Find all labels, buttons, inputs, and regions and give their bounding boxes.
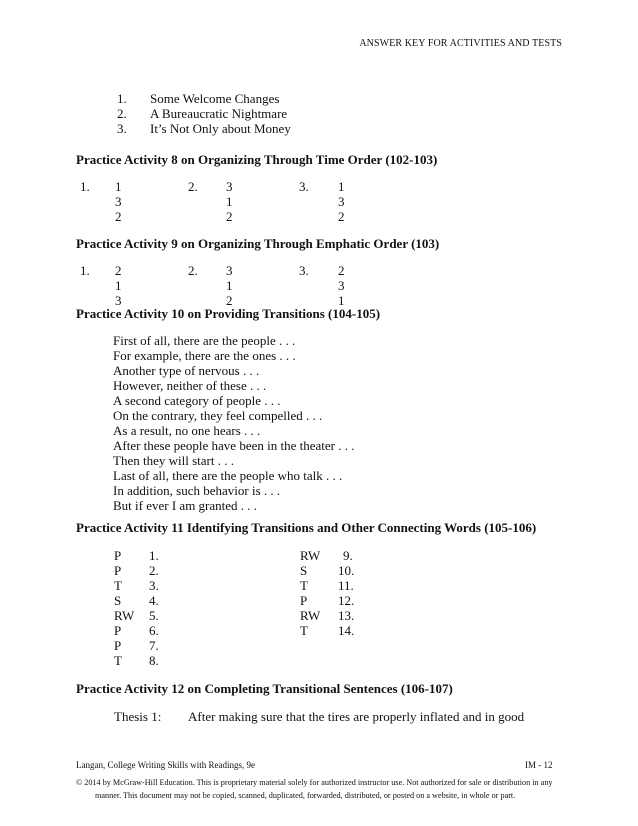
answer-value: 2 <box>226 209 233 224</box>
answer-number: 4. <box>149 593 159 608</box>
answer-code: S <box>114 593 122 608</box>
answer-value: 3 <box>226 263 233 278</box>
answer-value: 1 <box>115 278 122 293</box>
answer-value: 1 <box>338 293 345 308</box>
answer-code: P <box>300 593 308 608</box>
answer-value: 2 <box>338 263 345 278</box>
list-item-number: 3. <box>117 121 127 136</box>
thesis-text: After making sure that the tires are properly inflated and in good <box>188 709 525 724</box>
answer-number: 11. <box>338 578 354 593</box>
answer-number: 1. <box>149 548 159 563</box>
activity-11-heading: Practice Activity 11 Identifying Transitions and Other Connecting Words (105-106) <box>76 520 537 535</box>
list-item: It’s Not Only about Money <box>150 121 291 136</box>
answer-number: 9. <box>343 548 353 563</box>
activity-10-heading: Practice Activity 10 on Providing Transitions (104-105) <box>76 306 381 321</box>
activity-10-lines <box>113 333 354 513</box>
transition-line: As a result, no one hears . . . <box>113 423 261 438</box>
group-number: 3. <box>299 263 309 278</box>
answer-code: RW <box>300 608 321 623</box>
group-number: 2. <box>188 263 198 278</box>
answer-value: 2 <box>115 263 122 278</box>
page-header: ANSWER KEY FOR ACTIVITIES AND TESTS <box>359 38 562 49</box>
answer-code: RW <box>114 608 135 623</box>
group-number: 3. <box>299 179 309 194</box>
transition-line: First of all, there are the people . . . <box>113 333 296 348</box>
answer-value: 3 <box>226 179 233 194</box>
answer-value: 2 <box>115 209 122 224</box>
copyright-line: manner. This document may not be copied, scanned, duplicated, forwarded, distributed, or posted on a website, in whole or part. <box>95 791 516 800</box>
activity-8-heading: Practice Activity 8 on Organizing Through Time Order (102-103) <box>76 152 438 167</box>
answer-value: 2 <box>226 293 233 308</box>
footer-page-number: IM - 12 <box>525 760 553 770</box>
answer-code: T <box>114 578 122 593</box>
answer-number: 12. <box>338 593 355 608</box>
answer-value: 3 <box>115 194 122 209</box>
answer-value: 1 <box>115 179 122 194</box>
transition-line: On the contrary, they feel compelled . . . <box>113 408 323 423</box>
copyright-notice <box>76 776 571 802</box>
answer-code: RW <box>300 548 321 563</box>
footer-book-title: Langan, College Writing Skills with Readings, 9e <box>76 760 255 770</box>
answer-code: T <box>300 578 308 593</box>
answer-value: 3 <box>338 194 345 209</box>
answer-value: 3 <box>338 278 345 293</box>
transition-line: Then they will start . . . <box>113 453 234 468</box>
answer-value: 1 <box>226 194 233 209</box>
answer-code: S <box>300 563 308 578</box>
answer-code: P <box>114 623 122 638</box>
transition-line: But if ever I am granted . . . <box>113 498 258 513</box>
answer-value: 3 <box>115 293 122 308</box>
answer-number: 13. <box>338 608 355 623</box>
answer-code: P <box>114 563 122 578</box>
answer-number: 6. <box>149 623 159 638</box>
answer-number: 2. <box>149 563 159 578</box>
transition-line: In addition, such behavior is . . . <box>113 483 281 498</box>
list-item-number: 2. <box>117 106 127 121</box>
activity-12-heading: Practice Activity 12 on Completing Transitional Sentences (106-107) <box>76 681 453 696</box>
answer-code: P <box>114 638 122 653</box>
answer-number: 3. <box>149 578 159 593</box>
transition-line: However, neither of these . . . <box>113 378 267 393</box>
list-item-number: 1. <box>117 91 127 106</box>
answer-number: 10. <box>338 563 355 578</box>
answer-code: P <box>114 548 122 563</box>
list-item: A Bureaucratic Nightmare <box>150 106 288 121</box>
answer-code: T <box>114 653 122 668</box>
answer-number: 14. <box>338 623 355 638</box>
group-number: 1. <box>80 179 90 194</box>
transition-line: Last of all, there are the people who talk . . . <box>113 468 343 483</box>
group-number: 2. <box>188 179 198 194</box>
copyright-line: © 2014 by McGraw-Hill Education. This is proprietary material solely for authorized instructor use. Not authorized for sale or distribution in any <box>76 778 553 787</box>
transition-line: For example, there are the ones . . . <box>113 348 296 363</box>
answer-number: 7. <box>149 638 159 653</box>
answer-number: 5. <box>149 608 159 623</box>
transition-line: After these people have been in the theater . . . <box>113 438 355 453</box>
thesis-label: Thesis 1: <box>114 709 162 724</box>
answer-code: T <box>300 623 308 638</box>
transition-line: A second category of people . . . <box>113 393 281 408</box>
answer-value: 1 <box>338 179 345 194</box>
list-item: Some Welcome Changes <box>150 91 280 106</box>
group-number: 1. <box>80 263 90 278</box>
answer-value: 2 <box>338 209 345 224</box>
answer-value: 1 <box>226 278 233 293</box>
transition-line: Another type of nervous . . . <box>113 363 260 378</box>
activity-9-heading: Practice Activity 9 on Organizing Through Emphatic Order (103) <box>76 236 440 251</box>
answer-number: 8. <box>149 653 159 668</box>
